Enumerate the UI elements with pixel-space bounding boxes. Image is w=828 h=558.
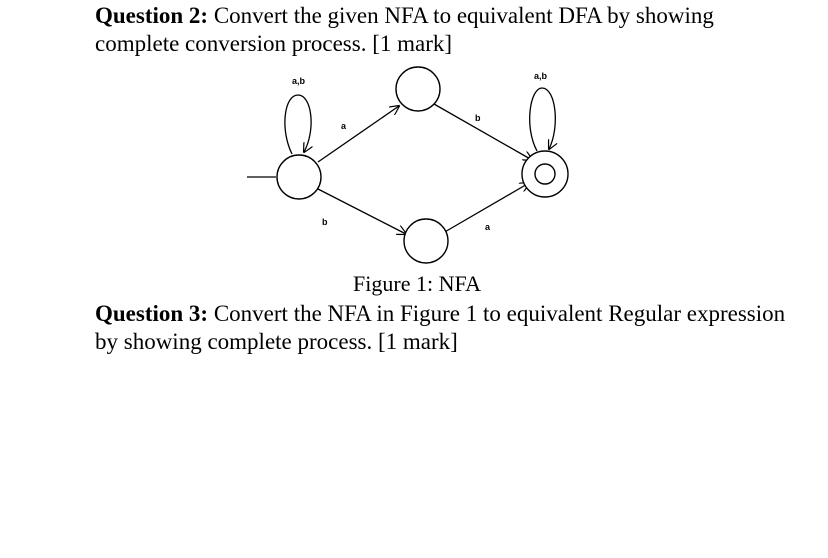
transition-top-to-final xyxy=(434,104,532,160)
transition-start-to-top xyxy=(318,106,399,162)
bottom-state xyxy=(404,219,448,263)
start-state-self-loop xyxy=(285,95,311,154)
final-state-outer xyxy=(522,151,568,197)
start-state xyxy=(277,155,321,199)
transition-top-to-final-label: b xyxy=(475,113,481,123)
top-state xyxy=(396,67,440,111)
transition-start-to-bottom-label: b xyxy=(322,217,328,227)
question-2-text: Convert the given NFA to equivalent DFA by showing complete conversion process. [1 mark] xyxy=(95,3,714,56)
question-3 xyxy=(95,300,795,356)
transition-start-to-top-label: a xyxy=(341,121,347,131)
final-state-self-loop xyxy=(530,88,556,151)
start-loop-label: a,b xyxy=(292,76,306,86)
question-3-text: Convert the NFA in Figure 1 to equivalent Regular expression by showing complete process. [1 mark] xyxy=(95,301,786,354)
figure-caption: Figure 1: NFA xyxy=(353,271,481,296)
question-3-label: Question 3: xyxy=(95,301,209,326)
transition-start-to-bottom xyxy=(318,189,406,234)
final-loop-label: a,b xyxy=(534,71,548,81)
transition-bottom-to-final-label: a xyxy=(485,222,491,232)
question-2-label: Question 2: xyxy=(95,3,209,28)
